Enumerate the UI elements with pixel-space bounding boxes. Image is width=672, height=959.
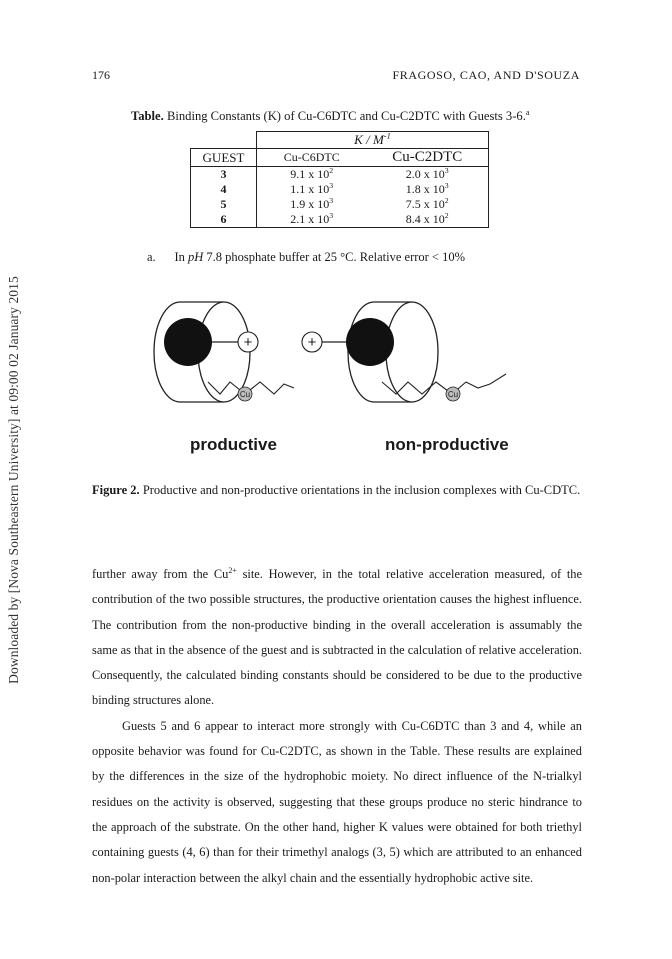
svg-text:Cu: Cu (239, 390, 251, 399)
table-row: 5 1.9 x $10^3$ 7.5 x $10^2$ (191, 197, 489, 212)
download-notice: Downloaded by [Nova Southeastern University] at 09:00 02 January 2015 (6, 276, 21, 684)
table-row: 6 2.1 x $10^3$ 8.4 x $10^2$ (191, 212, 489, 228)
table-row: 4 1.1 x $10^3$ 1.8 x $10^3$ (191, 182, 489, 197)
svg-text:Cu: Cu (447, 390, 459, 399)
paragraph: further away from the $Cu^{2+}$ site. However, in the total relative acceleration measured, of the contribution of the two possible structures, the productive orientation causes the highest influence. The contribution from the non-productive binding in the overall acceleration is assumably the same as that in the absence of the guest and is subtracted in the calculation of relative acceleration. Consequently, the calculated binding constants should be considered to be due to the productive binding structures alone. (92, 565, 582, 708)
table-footnote: a. In pH 7.8 phosphate buffer at 25 °C. Relative error < 10% (147, 250, 466, 264)
label-productive: productive (190, 435, 277, 454)
figure-caption (92, 480, 582, 500)
binding-constants-table (190, 131, 489, 228)
table-row: 3 9.1 x $10^2$ 2.0 x $10^3$ (191, 167, 489, 183)
body-text (92, 562, 582, 891)
paragraph: Guests 5 and 6 appear to interact more strongly with Cu-C6DTC than 3 and 4, while an opposite behavior was found for Cu-C2DTC, as shown in the Table. These results are explained by the differences in the size of the hydrophobic moiety. No direct influence of the N-trialkyl residues on the activity is observed, suggesting that these groups produce no steric hindrance to the approach of the substrate. On the other hand, higher K values were obtained for both triethyl containing guests (4, 6) than for their trimethyl analogs (3, 5) which are attributed to an enhanced non-polar interaction between the alkyl chain and the essentially hydrophobic active site. (92, 718, 582, 885)
guest-ball (346, 318, 394, 366)
figure-caption-label: Figure 2. (92, 483, 140, 497)
figure-caption-text: Productive and non-productive orientations in the inclusion complexes with Cu-CDTC. (142, 483, 581, 497)
label-non-productive: non-productive (385, 435, 509, 454)
page-number: 176 (92, 68, 110, 82)
col-cu-c2dtc: Cu-C2DTC (367, 149, 489, 167)
productive-complex (154, 302, 294, 402)
non-productive-complex (302, 302, 506, 402)
table-title (131, 109, 530, 124)
table-title-text: Binding Constants (K) of Cu-C6DTC and Cu-C2DTC with Guests 3-6. (166, 109, 526, 123)
svg-text:+: + (307, 334, 317, 351)
guest-ball (164, 318, 212, 366)
svg-text:+: + (243, 334, 253, 351)
table-title-label: Table. (131, 109, 164, 123)
unit-header: K / $M^{-1}$ (257, 132, 489, 149)
table-header-row (191, 149, 489, 167)
col-cu-c6dtc: Cu-C6DTC (257, 149, 367, 167)
running-header-authors: FRAGOSO, CAO, AND D'SOUZA (392, 68, 580, 82)
table-title-note: a (525, 107, 530, 117)
col-guest: GUEST (191, 149, 257, 167)
download-sidebar (0, 0, 28, 959)
inclusion-complex-figure (150, 290, 530, 420)
